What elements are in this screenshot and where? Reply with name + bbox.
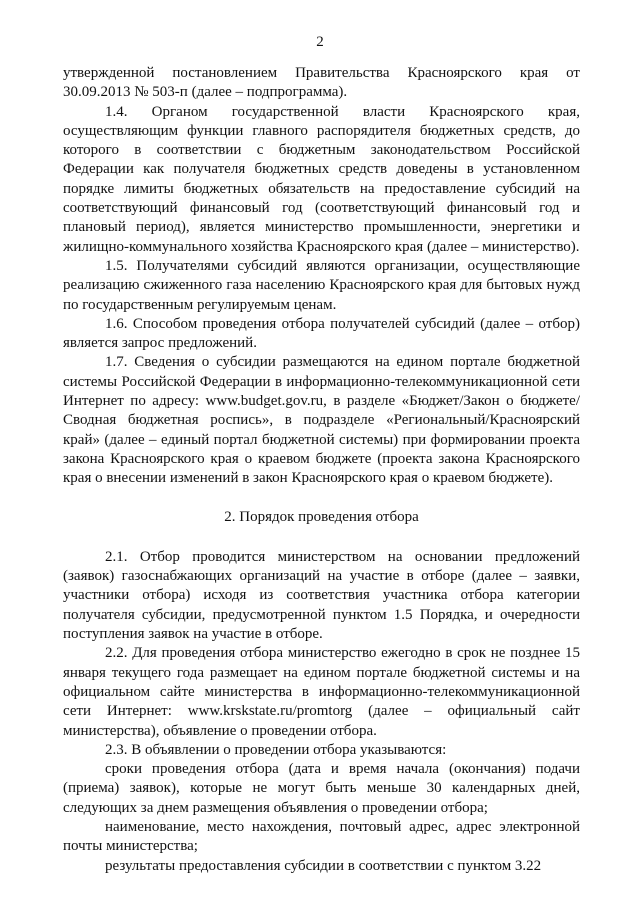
paragraph-2-1: 2.1. Отбор проводится министерством на основании предложений (заявок) газоснабжающих организаций на участие в отборе (далее – заявки, участники отбора) исходя из соответствия участника отбора категории получателя субсидии, предусмотренной пунктом 1.5 Порядка, и очередности поступления заявок на участие в отборе. — [63, 548, 580, 643]
paragraph-1-6: 1.6. Способом проведения отбора получателей субсидий (далее – отбор) является запрос предложений. — [63, 315, 580, 352]
paragraph-continuation: утвержденной постановлением Правительства Красноярского края от 30.09.2013 № 503-п (далее – подпрограмма). — [63, 65, 580, 101]
paragraph-2-2: 2.2. Для проведения отбора министерство ежегодно в срок не позднее 15 января текущего года размещает на едином портале бюджетной системы и на официальном сайте министерства в информационно-телекоммуникационной сети Интернет: www.krskstate.ru/promtorg (далее – официальный сайт министерства), объявление о проведении отбора. — [63, 645, 580, 739]
paragraph-1-4: 1.4. Органом государственной власти Красноярского края, осуществляющим функции главного распорядителя бюджетных средств, до которого в соответствии с бюджетным законодательством Российской Федерации как получателя бюджетных средств доведены в установленном порядке лимиты бюджетных обязательств на предоставление субсидий на соответствующий финансовый год (соответствующий финансовый год и плановый период), является министерство промышленности, энергетики и жилищно-коммунального хозяйства Красноярского края (далее – министерство). — [63, 103, 580, 255]
page-number: 2 — [316, 34, 324, 50]
list-item-results: результаты предоставления субсидии в соответствии с пунктом 3.22 — [105, 857, 542, 874]
paragraph-1-5: 1.5. Получателями субсидий являются организации, осуществляющие реализацию сжиженного газа населению Красноярского края для бытовых нужд по государственным регулируемым ценам. — [63, 257, 580, 313]
paragraph-2-3: 2.3. В объявлении о проведении отбора указываются: — [105, 741, 447, 758]
paragraph-1-7: 1.7. Сведения о субсидии размещаются на едином портале бюджетной системы Российской Федерации в информационно-телекоммуникационной сети Интернет по адресу: www.budget.gov.ru, в разделе «Бюджет/Закон о бюджете/Сводная бюджетная роспись», в подразделе «Региональный/Красноярский край» (далее – единый портал бюджетной системы) при формировании проекта закона Красноярского края о краевом бюджете (проекта закона Красноярского края о внесении изменений в закон Красноярского края о краевом бюджете). — [63, 354, 580, 487]
section-heading: 2. Порядок проведения отбора — [224, 508, 419, 525]
document-body — [63, 64, 580, 876]
list-item-deadlines: сроки проведения отбора (дата и время начала (окончания) подачи (приема) заявок), которые не могут быть меньше 30 календарных дней, следующих за днем размещения объявления о проведении отбора; — [63, 761, 580, 816]
list-item-address: наименование, место нахождения, почтовый адрес, адрес электронной почты министерства; — [63, 818, 580, 855]
